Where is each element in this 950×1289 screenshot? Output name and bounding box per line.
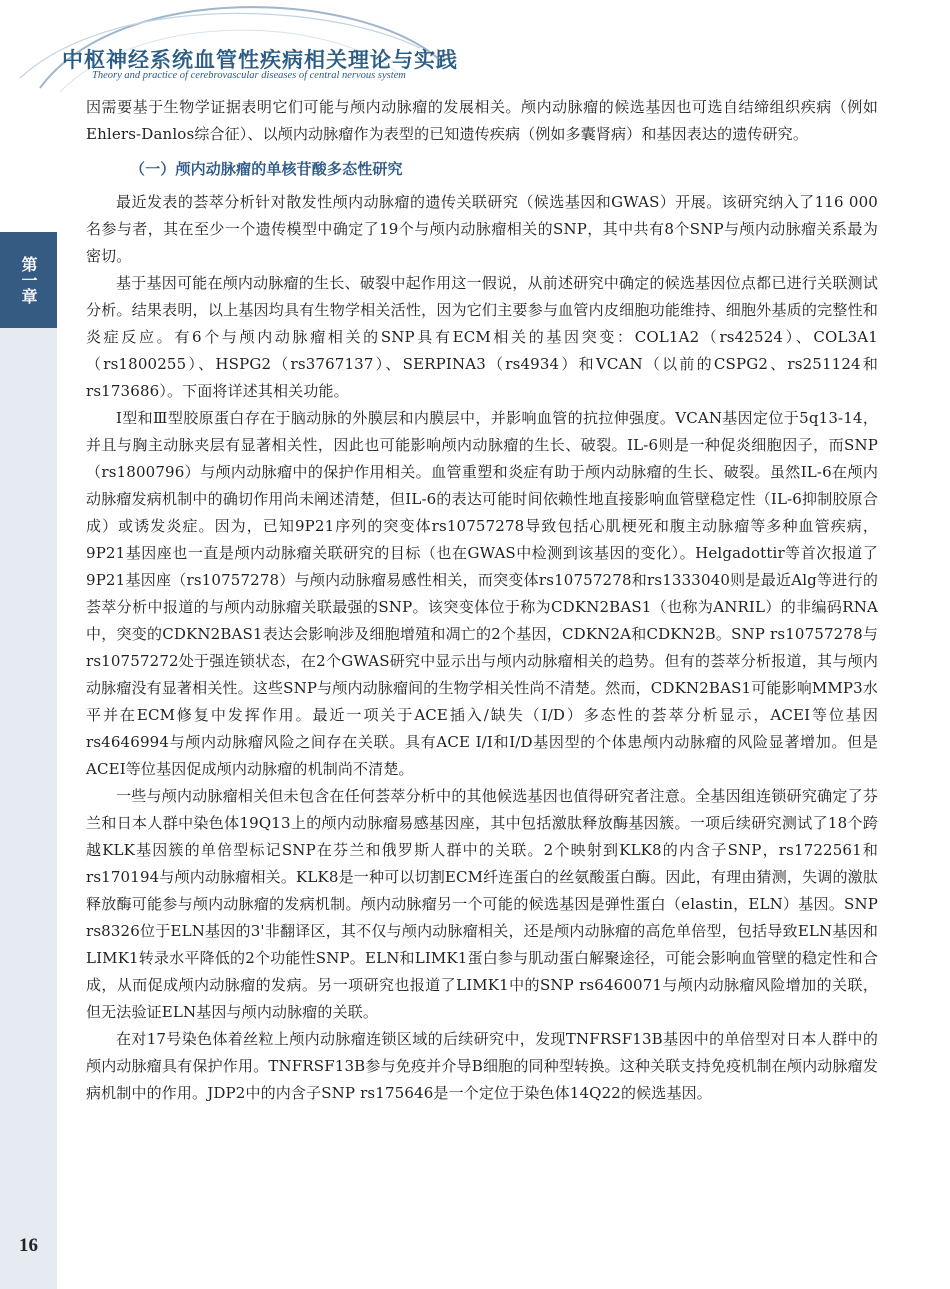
- paragraph: 一些与颅内动脉瘤相关但未包含在任何荟萃分析中的其他候选基因也值得研究者注意。全基因组连锁研究确定了芬兰和日本人群中染色体19Q13上的颅内动脉瘤易感基因座，其中包括激肽释放酶基因簇。一项后续研究测试了18个跨越KLK基因簇的单倍型标记SNP在芬兰和俄罗斯人群中的关联。2个映射到KLK8的内含子SNP，rs1722561和rs170194与颅内动脉瘤相关。KLK8是一种可以切割ECM纤连蛋白的丝氨酸蛋白酶。因此，有理由猜测，失调的激肽释放酶可能参与颅内动脉瘤的发病机制。颅内动脉瘤另一个可能的候选基因是弹性蛋白（elastin，ELN）基因。SNP rs8326位于ELN基因的3'非翻译区，其不仅与颅内动脉瘤相关，还是颅内动脉瘤的高危单倍型，包括导致ELN基因和LIMK1转录水平降低的2个功能性SNP。ELN和LIMK1蛋白参与肌动蛋白解聚途径，可能会影响血管壁的稳定性和合成，从而促成颅内动脉瘤的发病。另一项研究也报道了LIMK1中的SNP rs6460071与颅内动脉瘤风险增加的关联，但无法验证ELN基因与颅内动脉瘤的关联。: [86, 787, 878, 1021]
- paragraph: 因需要基于生物学证据表明它们可能与颅内动脉瘤的发展相关。颅内动脉瘤的候选基因也可选自结缔组织疾病（例如Ehlers-Danlos综合征）、以颅内动脉瘤作为表型的已知遗传疾病（例如多囊肾病）和基因表达的遗传研究。: [86, 98, 878, 143]
- page-number: 16: [19, 1235, 38, 1256]
- page-body: [86, 94, 878, 1107]
- paragraph: 最近发表的荟萃分析针对散发性颅内动脉瘤的遗传关联研究（候选基因和GWAS）开展。该研究纳入了116 000名参与者，其在至少一个遗传模型中确定了19个与颅内动脉瘤相关的SNP，其中共有8个SNP与颅内动脉瘤关系最为密切。: [86, 193, 878, 265]
- paragraph: Ⅰ型和Ⅲ型胶原蛋白存在于脑动脉的外膜层和内膜层中，并影响血管的抗拉伸强度。VCAN基因定位于5q13-14，并且与胸主动脉夹层有显著相关性，因此也可能影响颅内动脉瘤的生长、破裂。IL-6则是一种促炎细胞因子，而SNP（rs1800796）与颅内动脉瘤中的保护作用相关。血管重塑和炎症有助于颅内动脉瘤的生长、破裂。虽然IL-6在颅内动脉瘤发病机制中的确切作用尚未阐述清楚，但IL-6的表达可能时间依赖性地直接影响血管壁稳定性（IL-6抑制胶原合成）或诱发炎症。因为，已知9P21序列的突变体rs10757278导致包括心肌梗死和腹主动脉瘤等多种血管疾病，9P21基因座也一直是颅内动脉瘤关联研究的目标（也在GWAS中检测到该基因的变化）。Helgadottir等首次报道了9P21基因座（rs10757278）与颅内动脉瘤易感性相关，而突变体rs10757278和rs1333040则是最近Alg等进行的荟萃分析中报道的与颅内动脉瘤关联最强的SNP。该突变体位于称为CDKN2BAS1（也称为ANRIL）的非编码RNA中，突变的CDKN2BAS1表达会影响涉及细胞增殖和凋亡的2个基因，CDKN2A和CDKN2B。SNP rs10757278与rs10757272处于强连锁状态，在2个GWAS研究中显示出与颅内动脉瘤相关的趋势。但有的荟萃分析报道，其与颅内动脉瘤没有显著相关性。这些SNP与颅内动脉瘤间的生物学相关性尚不清楚。然而，CDKN2BAS1可能影响MMP3水平并在ECM修复中发挥作用。最近一项关于ACE插入/缺失（I/D）多态性的荟萃分析显示，ACEI等位基因rs4646994与颅内动脉瘤风险之间存在关联。具有ACE I/I和I/D基因型的个体患颅内动脉瘤的风险显著增加。但是ACEI等位基因促成颅内动脉瘤的机制尚不清楚。: [86, 409, 878, 778]
- paragraph: 在对17号染色体着丝粒上颅内动脉瘤连锁区域的后续研究中，发现TNFRSF13B基因中的单倍型对日本人群中的颅内动脉瘤具有保护作用。TNFRSF13B参与免疫并介导B细胞的同种型转换。这种关联支持免疫机制在颅内动脉瘤发病机制中的作用。JDP2中的内含子SNP rs175646是一个定位于染色体14Q22的候选基因。: [86, 1030, 878, 1102]
- paragraph: 基于基因可能在颅内动脉瘤的生长、破裂中起作用这一假说，从前述研究中确定的候选基因位点都已进行关联测试分析。结果表明，以上基因均具有生物学相关活性，因为它们主要参与血管内皮细胞功能维持、细胞外基质的完整性和炎症反应。有6个与颅内动脉瘤相关的SNP具有ECM相关的基因突变：COL1A2（rs42524）、COL3A1（rs1800255）、HSPG2（rs3767137）、SERPINA3（rs4934）和VCAN（以前的CSPG2、rs251124和rs173686）。下面将详述其相关功能。: [86, 274, 878, 400]
- running-header-title: 中枢神经系统血管性疾病相关理论与实践: [62, 48, 458, 72]
- running-header-subtitle: Theory and practice of cerebrovascular diseases of central nervous system: [92, 70, 406, 81]
- section-heading: （一）颅内动脉瘤的单核苷酸多态性研究: [130, 160, 403, 178]
- left-margin-bar: [0, 258, 57, 1289]
- chapter-label: 第一章: [19, 256, 38, 304]
